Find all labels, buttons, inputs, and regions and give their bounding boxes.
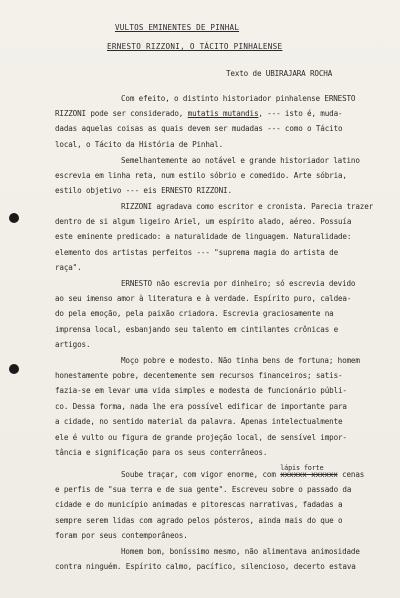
text-line: dadas aquelas coisas as quais devem ser mudadas --- como o Tácito <box>55 124 343 133</box>
text-line: ERNESTO não escrevia por dinheiro; só escrevia devido <box>121 279 356 288</box>
text-line: do pela emoção, pela paixão criadora. Escrevia graciosamente na <box>55 309 334 318</box>
struck-text: xxxxxx xxxxxx <box>280 470 338 479</box>
text-line: escrevia em linha reta, num estilo sóbrio e comedido. Arte sóbria, <box>55 171 347 180</box>
text-line: contra ninguém. Espírito calmo, pacífico, silencioso, decerto estava <box>55 562 356 571</box>
text-line: tância e significação para os seus conterrâneos. <box>55 448 268 457</box>
handwritten-insertion: lápis forte <box>280 464 324 472</box>
text-line: raça". <box>55 263 82 272</box>
text-line: elemento dos artistas perfeitos --- "suprema magia do artista de <box>55 248 338 257</box>
text-line: a cidade, no sentido material da palavra. Apenas intelectualmente <box>55 417 343 426</box>
text-line: foram por seus contemporâneos. <box>55 531 188 540</box>
text-line: ele é vulto ou figura de grande projeção local, de sensível impor- <box>55 433 347 442</box>
text-line: RIZZONI agradava como escritor e cronista. Parecia trazer <box>121 202 374 211</box>
punch-hole-top <box>9 213 19 223</box>
text-line: e perfis de "sua terra e de sua gente". Escreveu sobre o passado da <box>55 485 352 494</box>
text-line: ao seu imenso amor à literatura e à verdade. Espírito puro, caldea- <box>55 294 352 303</box>
text-line: Soube traçar, com vigor enorme, com lápis forte xxxxxx xxxxxx cenas <box>121 464 365 479</box>
text-line: fazia-se em levar uma vida simples e modesta de funcionário públi- <box>55 386 347 395</box>
text-line: Homem bom, boníssimo mesmo, não alimentava animosidade <box>121 547 360 556</box>
text-line: co. Dessa forma, nada lhe era possível edificar de importante para <box>55 402 347 411</box>
text-line: honestamente pobre, decentemente sem recursos financeiros; satis- <box>55 371 343 380</box>
text-line: imprensa local, esbanjando seu talento em cintilantes crônicas e <box>55 325 338 334</box>
text-line: cidade e do município animadas e pitorescas narrativas, fadadas a <box>55 500 343 509</box>
text-line: Moço pobre e modesto. Não tinha bens de fortuna; homem <box>121 356 360 365</box>
document-subtitle: ERNESTO RIZZONI, O TÁCITO PINHALENSE <box>107 42 283 51</box>
text-line: este eminente predicado: a naturalidade de linguagem. Naturalidade: <box>55 232 352 241</box>
text-line: local, o Tácito da História de Pinhal. <box>55 140 224 149</box>
text-line: sempre serem lidas com agrado pelos pósteros, ainda mais do que o <box>55 516 343 525</box>
text-line: estilo objetivo --- eis ERNESTO RIZZONI. <box>55 186 232 195</box>
text-line: RIZZONI pode ser considerado, mutatis mutandis, --- isto é, muda- <box>55 109 343 118</box>
punch-hole-bottom <box>9 364 19 374</box>
byline: Texto de UBIRAJARA ROCHA <box>226 69 333 78</box>
text-line: artigos. <box>55 340 91 349</box>
text-line: Com efeito, o distinto historiador pinhalense ERNESTO <box>121 94 356 103</box>
text-line: dentro de si algum ligeiro Ariel, um espírito alado, aéreo. Possuía <box>55 217 352 226</box>
latin-phrase: mutatis mutandis <box>187 109 259 118</box>
text-line: Semelhantemente ao notável e grande historiador latino <box>121 156 360 165</box>
document-title: VULTOS EMINENTES DE PINHAL <box>115 23 240 32</box>
